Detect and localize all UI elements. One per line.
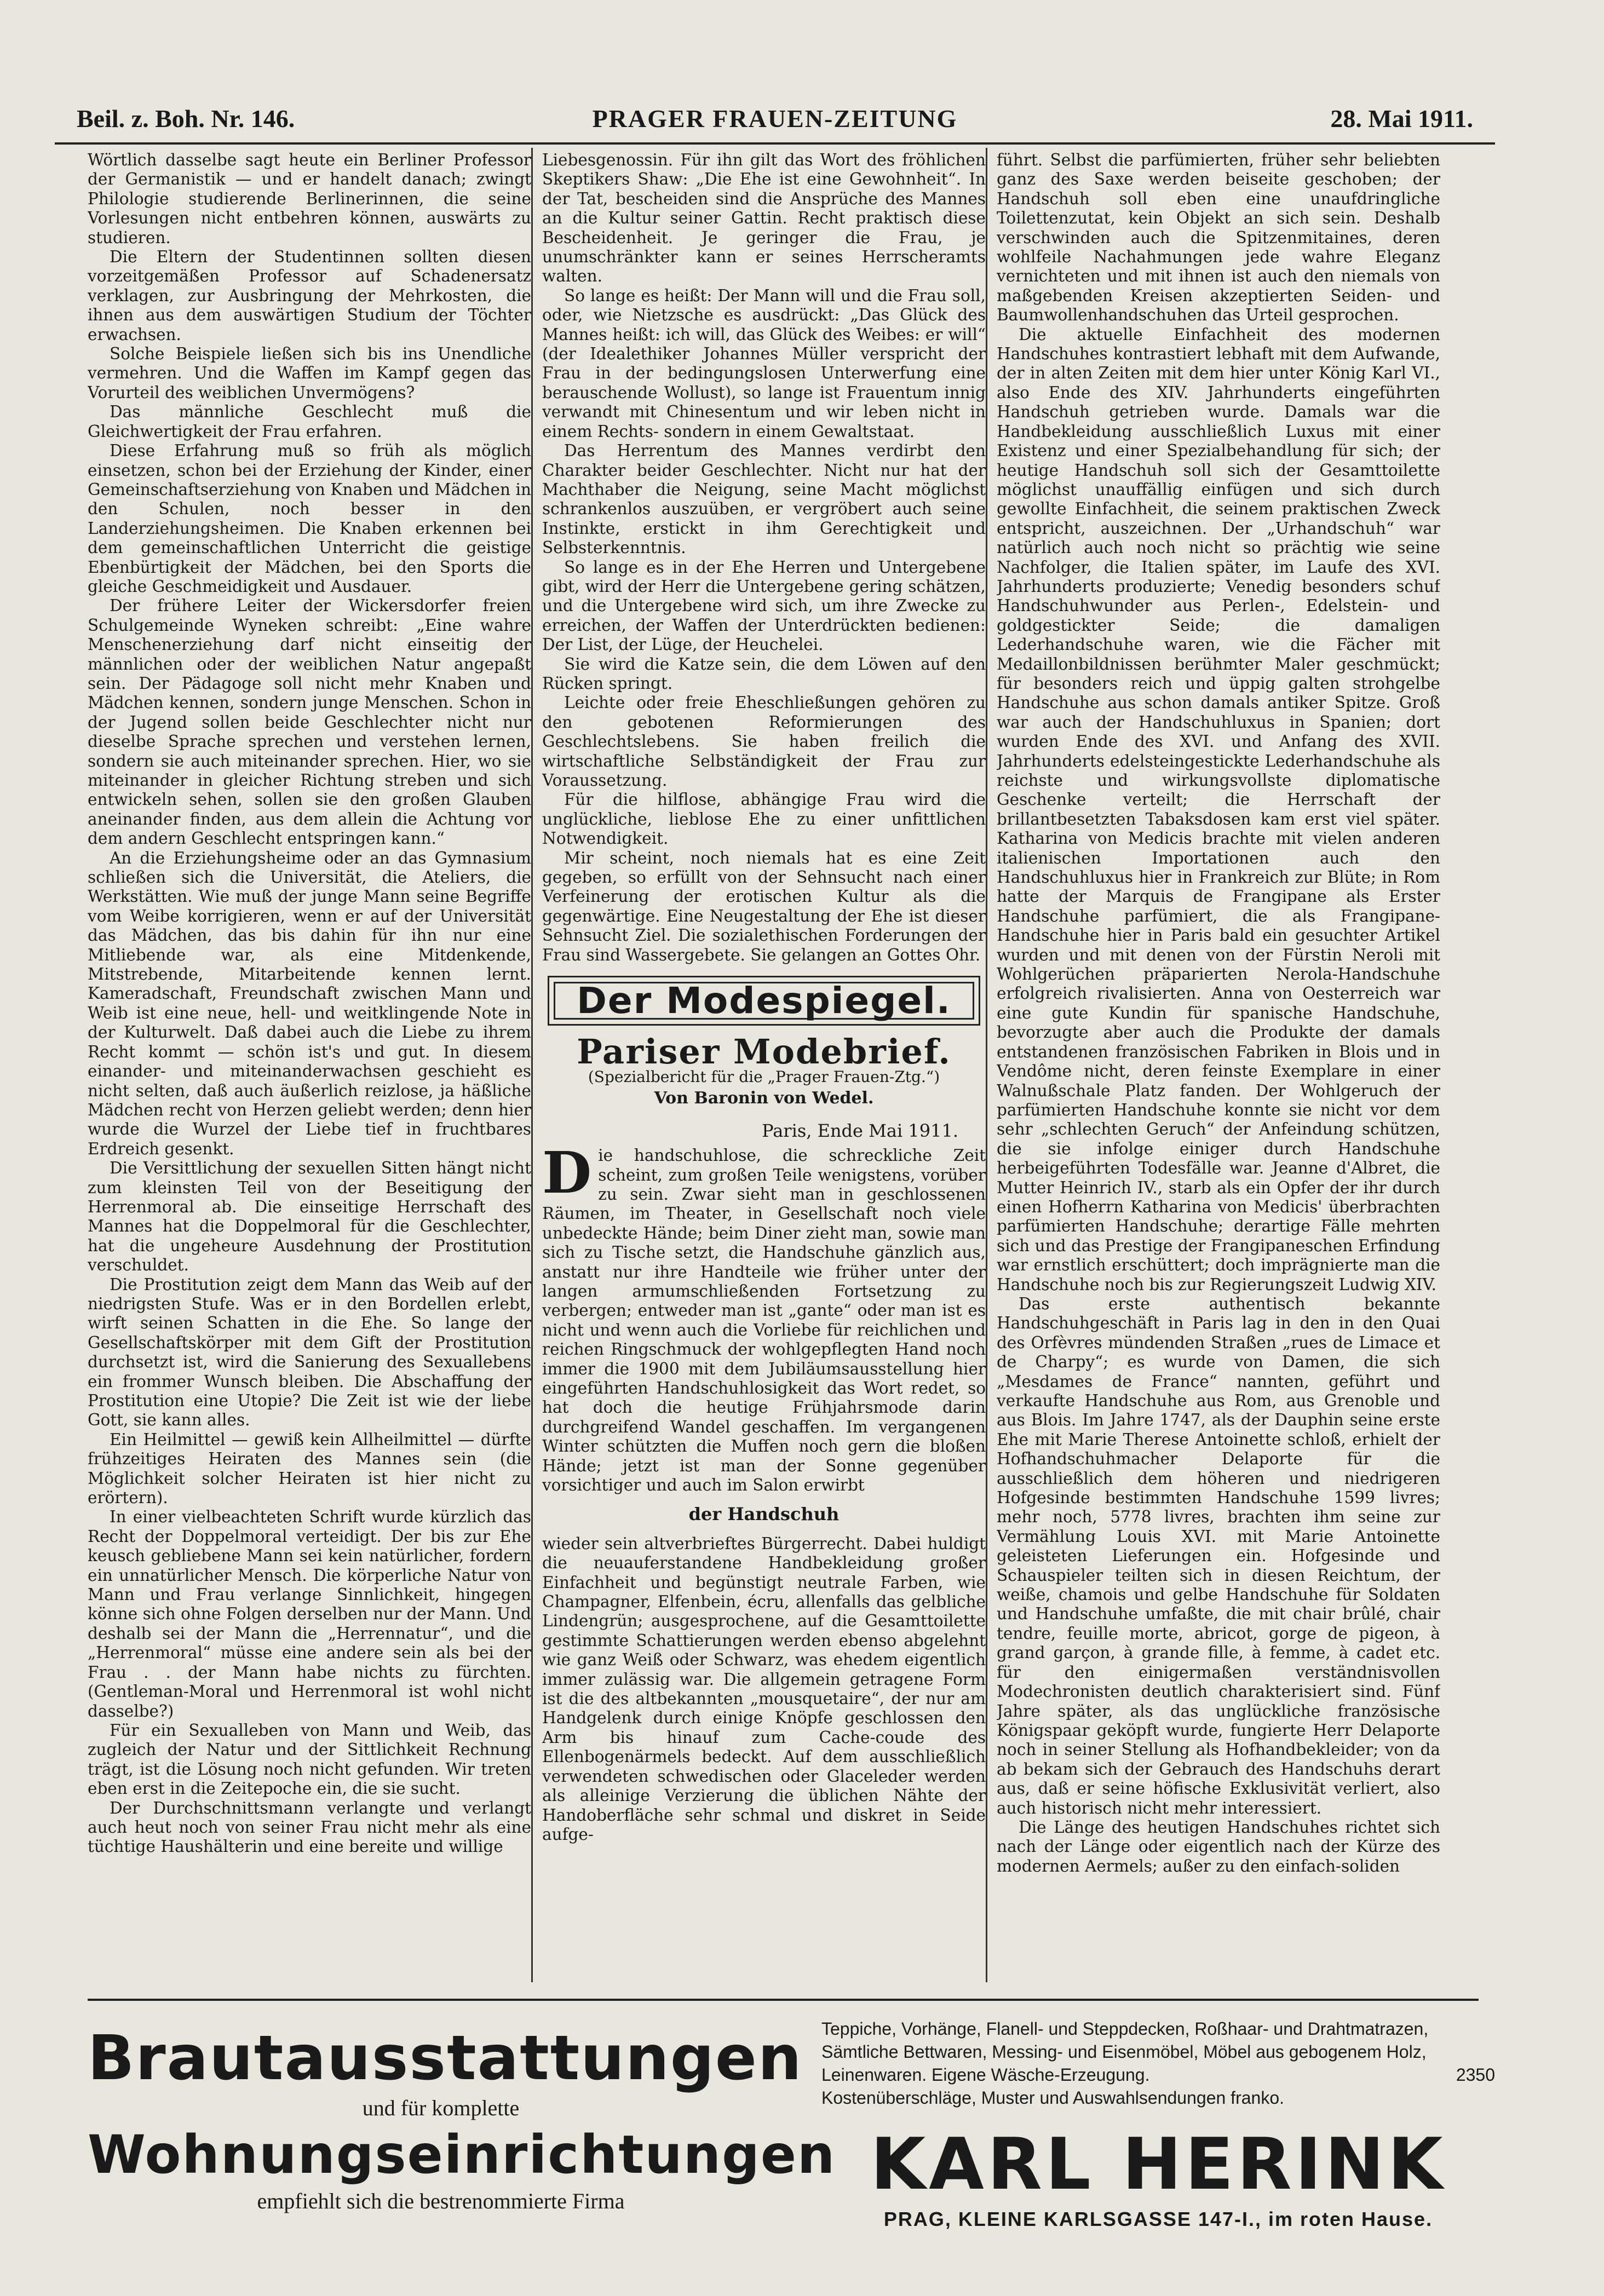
ad-left-block (88, 2023, 836, 2242)
ad-product-line: Sämtliche Bettwaren, Messing- und Eisenmöbel, Möbel aus gebogenem Holz, (821, 2042, 1427, 2062)
article-dateline: Paris, Ende Mai 1911. (762, 1120, 958, 1141)
column-1 (88, 151, 531, 1979)
header-issue: Beil. z. Boh. Nr. 146. (77, 105, 295, 133)
header-date: 28. Mai 1911. (1330, 105, 1473, 133)
paragraph: wieder sein altverbrieftes Bürgerrecht. Dabei huldigt die neuauferstandene Handbekleidung großer Einfachheit und begünstigt neutrale Farben, wie Champagner, Elfenbein, écru, allenfalls das gelbliche Lindengrün; ausgesprochene, auf die Gesamttoilette gestimmte Schattierungen werden ebenso abgelehnt wie ganz Weiß oder Schwarz, was ehedem eigentlich immer zulässig war. Die allgemein getragene Form ist die des altbekannten „mousquetaire“, der nur am Handgelenk durch einige Knöpfe geschlossen den Arm bis hinauf zum Cache-coude des Ellenbogenärmels bedeckt. Auf dem ausschließlich verwendeten schwedischen oder Glaceleder werden als alleinige Verzierung die üblichen Nähte der Handoberfläche sehr schmal und diskret in Seide aufge- (542, 1534, 986, 1844)
column-3 (997, 151, 1440, 1979)
paragraph: Mir scheint, noch niemals hat es eine Zeit gegeben, so erfüllt von der Sehnsucht nach einer Verfeinerung der erotischen Kultur als die gegenwärtige. Eine Neugestaltung der Ehe ist dieser Sehnsucht Ziel. Die sozialethischen Forderungen der Frau sind Wassergebete. Sie gelangen an Gottes Ohr. (542, 848, 986, 964)
page-header (55, 104, 1495, 137)
paragraph: So lange es in der Ehe Herren und Untergebene gibt, wird der Herr die Untergebene gering schätzen, und die Untergebene wird sich, um ihre Zwecke zu erreichen, der Waffen der Unterdrückten bedienen: Der List, der Lüge, der Heuchelei. (542, 557, 986, 654)
modespiegel-box (548, 976, 980, 1026)
modespiegel-title: Der Modespiegel. (554, 982, 974, 1020)
paragraph: Der frühere Leiter der Wickersdorfer freien Schulgemeinde Wyneken schreibt: „Eine wahre Menschenerziehung darf nicht einseitig der männlichen oder der weiblichen Natur angepaßt sein. Der Pädagoge soll nicht mehr Knaben und Mädchen kennen, sondern junge Menschen. Schon in der Jugend sollen beide Geschlechter nicht nur dieselbe Sprache sprechen und verstehen lernen, sondern sie auch miteinander sprechen. Hier, wo sie miteinander in gleicher Richtung streben und sich entwickeln sehen, sollen sie den großen Glauben aneinander finden, aus dem allein die Achtung vor dem andern Geschlecht entspringen kann.“ (88, 596, 531, 848)
header-title: PRAGER FRAUEN-ZEITUNG (592, 105, 958, 133)
ad-headline: Brautausstattungen (88, 2023, 803, 2094)
article-title: Pariser Modebrief. (577, 1032, 951, 1072)
ad-connector: und für komplette (362, 2096, 520, 2120)
drop-cap: D (542, 1139, 592, 1207)
paragraph: An die Erziehungsheime oder an das Gymnasium schließen sich die Universität, die Ateliers, die Werkstätten. Wie muß der junge Mann seine Begriffe vom Weibe korrigieren, wenn er auf der Universität das Mädchen, das bis dahin für ihn nur eine Mitliebende war, als eine Mitdenkende, Mitstrebende, Mitarbeitende kennen lernt. Kameradschaft, Freundschaft zwischen Mann und Weib ist eine neue, hell- und weitklingende Note in der Kulturwelt. Daß dabei auch die Liebe zu ihrem Recht kommt — schön ist's und gut. In diesem einander- und miteinanderwachsen geschieht es nicht selten, daß auch äußerlich reizlose, ja häßliche Mädchen recht von Herzen geliebt werden; denn hier wurde die Wurzel der Liebe tief in fruchtbares Erdreich gesenkt. (88, 848, 531, 1158)
paragraph: Der Durchschnittsmann verlangte und verlangt auch heut noch von seiner Frau nicht mehr als eine tüchtige Haushälterin und eine bereite und willige (88, 1798, 531, 1856)
article-first-paragraph (542, 1139, 986, 1495)
paragraph: Wörtlich dasselbe sagt heute ein Berliner Professor der Germanistik — und er handelt danach; zwingt Philologie studierende Berlinerinnen, die seine Vorlesungen nicht entbehren können, auswärts zu studieren. (88, 151, 531, 247)
ad-tagline: empfiehlt sich die bestrenommierte Firma (257, 2189, 625, 2213)
column-divider (531, 148, 533, 1982)
paragraph: Für ein Sexualleben von Mann und Weib, das zugleich der Natur und der Sittlichkeit Rechnung trägt, ist die Lösung noch nicht gefunden. Wir treten eben erst in die Zeitepoche ein, die sie sucht. (88, 1720, 531, 1798)
paragraph: So lange es heißt: Der Mann will und die Frau soll, oder, wie Nietzsche es ausdrückt: „Das Glück des Mannes heißt: ich will, das Glück des Weibes: er will“ (der Idealethiker Johannes Müller verspricht der Frau in der bedingungslosen Unterwerfung eine berauschende Wollust), so lange ist Frauentum innig verwandt mit Chinesentum und wir leben nicht in einem Rechts- sondern in einem Gewaltstaat. (542, 286, 986, 441)
paragraph: Die Versittlichung der sexuellen Sitten hängt nicht zum kleinsten Teil von der Beseitigung der Herrenmoral ab. Die einseitige Herrschaft des Mannes hat die Doppelmoral für die Geschlechter, hat die ungeheure Ausdehnung der Prostitution verschuldet. (88, 1159, 531, 1275)
paragraph: Für die hilflose, abhängige Frau wird die unglückliche, lieblose Ehe zu einer unfittlichen Notwendigkeit. (542, 790, 986, 848)
paragraph: Die Prostitution zeigt dem Mann das Weib auf der niedrigsten Stufe. Was er in den Bordellen erlebt, wirft seinen Schatten in die Ehe. So lange der Gesellschaftskörper mit dem Gift der Prostitution durchsetzt ist, wird die Sanierung des Sexuallebens ein frommer Wunsch bleiben. Die Abschaffung der Prostitution eine Utopie? Die Zeit ist wie der liebe Gott, sie kann alles. (88, 1275, 531, 1430)
article-subhead: der Handschuh (688, 1504, 840, 1525)
paragraph: Diese Erfahrung muß so früh als möglich einsetzen, schon bei der Erziehung der Kinder, einer Gemeinschaftserziehung von Knaben und Mädchen in den Schulen, noch besser in den Landerziehungsheimen. Die Knaben erkennen bei dem gemeinschaftlichen Unterricht die geistige Ebenbürtigkeit der Mädchen, bei den Sports die gleiche Geschmeidigkeit und Ausdauer. (88, 441, 531, 596)
ad-product-line: Teppiche, Vorhänge, Flanell- und Steppdecken, Roßhaar- und Drahtmatrazen, (821, 2019, 1429, 2039)
paragraph: Sie wird die Katze sein, die dem Löwen auf den Rücken springt. (542, 654, 986, 693)
paragraph: Das Herrentum des Mannes verdirbt den Charakter beider Geschlechter. Nicht nur hat der Machthaber die Neigung, seine Macht möglichst schrankenlos auszuüben, er vergröbert auch seine Instinkte, erstickt in ihm Gerechtigkeit und Selbsterkenntnis. (542, 441, 986, 557)
paragraph: In einer vielbeachteten Schrift wurde kürzlich das Recht der Doppelmoral verteidigt. Der bis zur Ehe keusch gebliebene Mann sei kein natürlicher, fordern ein unnatürlicher Mensch. Die körperliche Natur von Mann und Frau verlange Sinnlichkeit, hingegen könne sich ohne Folgen derselben nur der Mann. Und deshalb sei der Mann die „Herrennatur“, und die „Herrenmoral“ müsse eine andere sein als bei der Frau . . der Mann habe nichts zu fürchten. (Gentleman-Moral und Herrenmoral ist wohl nicht dasselbe?) (88, 1507, 531, 1720)
paragraph: Leichte oder freie Eheschließungen gehören zu den gebotenen Reformierungen des Geschlechtslebens. Sie haben freilich die wirtschaftliche Selbständigkeit der Frau zur Voraussetzung. (542, 693, 986, 790)
paragraph: Liebesgenossin. Für ihn gilt das Wort des fröhlichen Skeptikers Shaw: „Die Ehe ist eine Gewohnheit“. In der Tat, bescheiden sind die Ansprüche des Mannes an die Kultur seiner Gattin. Recht praktisch diese Bescheidenheit. Je geringer die Frau, je unumschränkter kann er seines Herrscheramts walten. (542, 151, 986, 286)
first-paragraph-text: ie handschuhlose, die schreckliche Zeit scheint, zum großen Teile wenigstens, vorüber zu sein. Zwar sieht man in geschlossenen Räumen, im Theater, in Gesellschaft noch viele unbedeckte Hände; beim Diner zieht man, sowie man sich zu Tische setzt, die Handschuhe gänzlich aus, anstatt nur ihre Handteile wie früher unter der langen armumschließenden Fortsetzung zu verbergen; entweder man ist „gante“ oder man ist es nicht und wenn auch die Vorliebe für reichlichen und reichen Ringschmuck der wohlgepflegten Hand noch immer die 1900 mit dem Jubiläumsausstellung hier eingeführten Handschuhlosigkeit das Wort redet, so hat doch die heutige Frühjahrsmode darin durchgreifend Wandel geschaffen. Im vergangenen Winter schützten die Muffen noch gern die bloßen Hände; jetzt ist man der Sonne gegenüber vorsichtiger und auch im Salon erwirbt (542, 1146, 986, 1494)
ad-headline-2: Wohnungseinrichtungen (88, 2124, 836, 2185)
header-rule (55, 142, 1495, 145)
paragraph: Die aktuelle Einfachheit des modernen Handschuhes kontrastiert lebhaft mit dem Aufwande, der in alten Zeiten mit dem hier unter König Karl VI., also Ende des XIV. Jahrhunderts eingeführten Handschuh getrieben wurde. Damals war die Handbekleidung ausschließlich Luxus mit einer Existenz und einer Spezialbehandlung für sich; der heutige Handschuh soll sich der Gesamttoilette möglichst unauffällig einfügen und sich durch gewollte Einfachheit, die seinem praktischen Zweck entspricht, auszeichnen. Der „Urhandschuh“ war natürlich auch noch nicht so prächtig wie seine Nachfolger, die Italien später, im Laufe des XVI. Jahrhunderts produzierte; Venedig besonders schuf Handschuhwunder aus Perlen-, Edelstein- und goldgestickter Seide; die damaligen Lederhandschuhe waren, wie die Fächer mit Medaillonbildnissen berühmter Maler geschmückt; für besonders reich und üppig galten strohgelbe Handschuhe aus schon damals antiker Spitze. Groß war auch der Handschuhluxus in Spanien; dort wurden Ende des XVI. und Anfang des XVII. Jahrhunderts edelsteingestickte Lederhandschuhe als reichste und wirkungsvollste diplomatische Geschenke verteilt; die Herrschaft der brillantbesetzten Tabaksdosen kam erst viel später. Katharina von Medicis brachte mit vielen anderen italienischen Importationen auch den Handschuhluxus hier in Frankreich zur Blüte; in Rom hatte der Marquis de Frangipane als Erster Handschuhe parfümiert, die als Frangipane-Handschuhe hier in Paris bald ein gesuchter Artikel wurden und mit denen von der Fürstin Neroli mit Wohlgerüchen präparierten Nerola-Handschuhe erfolgreich rivalisierten. Anna von Oesterreich war eine gute Kundin für spanische Handschuhe, bevorzugte aber auch die Produkte der damals entstandenen französischen Fabriken in Blois und in Vendôme nicht, deren feinste Exemplare in einer Walnußschale Platz fanden. Der Wohlgeruch der parfümierten Handschuhe konnte sie nicht vor dem sehr „schlechten Geruch“ der Anfeindung schützen, die sie infolge einiger durch Handschuhe herbeigeführten Todesfälle war. Jeanne d'Albret, die Mutter Heinrich IV., starb als ein Opfer der ihr durch einen Hofherrn Katharina von Medicis' überbrachten parfümierten Handschuhe; derartige Fälle mehrten sich und das Prestige der Frangipaneschen Erfindung war ernstlich erschüttert; doch imprägnierte man die Handschuhe noch bis zur Regierungszeit Ludwig XIV. (997, 325, 1440, 1294)
paragraph: führt. Selbst die parfümierten, früher sehr beliebten ganz des Saxe werden beiseite geschoben; der Handschuh soll eben eine unaufdringliche Toilettenzutat, kein Objekt an sich sein. Deshalb verschwinden auch die Spitzenmitaines, deren wohlfeile Nachahmungen jede wahre Eleganz vernichteten und mit ihnen ist auch den niemals von maßgebenden Kreisen akzeptierten Seiden- und Baumwollenhandschuhen das Urteil gesprochen. (997, 151, 1440, 325)
ad-offer-line: Kostenüberschläge, Muster und Auswahlsendungen franko. (821, 2088, 1284, 2108)
paragraph: Solche Beispiele ließen sich bis ins Unendliche vermehren. Und die Waffen im Kampf gegen das Vorurteil des weiblichen Unvermögens? (88, 344, 531, 402)
ad-right-block (821, 2017, 1495, 2247)
article-author: Von Baronin von Wedel. (654, 1089, 874, 1108)
paragraph: Die Eltern der Studentinnen sollten diesen vorzeitgemäßen Professor auf Schadenersatz verklagen, zur Ausbringung der Mehrkosten, die ihnen aus dem auswärtigen Studium der Töchter erwachsen. (88, 248, 531, 344)
ad-code: 2350 (1456, 2065, 1495, 2085)
paragraph: Ein Heilmittel — gewiß kein Allheilmittel — dürfte frühzeitiges Heiraten des Mannes sein (die Möglichkeit solcher Heiraten ist hier nicht zu erörtern). (88, 1430, 531, 1507)
article-subtitle: (Spezialbericht für die „Prager Frauen-Ztg.“) (588, 1067, 940, 1086)
advertisement (88, 1999, 1495, 2253)
ad-product-text: Leinenwaren. Eigene Wäsche-Erzeugung. (821, 2065, 1150, 2085)
paragraph: Das erste authentisch bekannte Handschuhgeschäft in Paris lag in den in den Quai des Orfèvres mündenden Straßen „rues de Limace et de Charpy“; es wurde von Damen, die sich „Mesdames de France“ nannten, geführt und verkaufte Handschuhe aus Rom, aus Grenoble und aus Blois. Im Jahre 1747, als der Dauphin seine erste Ehe mit Marie Therese Antoinette schloß, erhielt der Hofhandschuhmacher Delaporte für die ausschließlich dem höheren und niedrigeren Hofgesinde bestimmten Handschuhe 1599 livres; mehr noch, 5778 livres, brachten ihm seine zur Vermählung Louis XVI. mit Marie Antoinette geleisteten Lieferungen ein. Hofgesinde und Schauspieler teilten sich in diesen Reichtum, der weiße, chamois und gelbe Handschuhe für Soldaten und Handschuhe umfaßte, die mit chair brûlé, chair tendre, feuille morte, abricot, gorge de pigeon, à grand garçon, à grande fille, à femme, à cadet etc. für den einigermaßen verständnisvollen Modechronisten deutlich charakterisiert sind. Fünf Jahre später, als das unglückliche französische Königspaar geköpft wurde, fungierte Herr Delaporte noch in seiner Stellung als Hofhandbekleider; von da ab bekam sich der Gebrauch des Handschuhs derart aus, daß er seine höfische Exklusivität verliert, also auch historisch nicht mehr interessiert. (997, 1294, 1440, 1817)
ad-product-line (821, 2063, 1495, 2086)
newspaper-page (55, 93, 1495, 2262)
paragraph: Das männliche Geschlecht muß die Gleichwertigkeit der Frau erfahren. (88, 402, 531, 441)
ad-address: PRAG, KLEINE KARLSGASSE 147-I., im roten Hause. (883, 2208, 1433, 2230)
column-2 (542, 151, 986, 1979)
column-divider (986, 148, 987, 1982)
ad-company-name: KARL HERINK (870, 2122, 1446, 2206)
paragraph: Die Länge des heutigen Handschuhes richtet sich nach der Länge oder eigentlich nach der Kürze des modernen Aermels; außer zu den einfach-soliden (997, 1817, 1440, 1875)
